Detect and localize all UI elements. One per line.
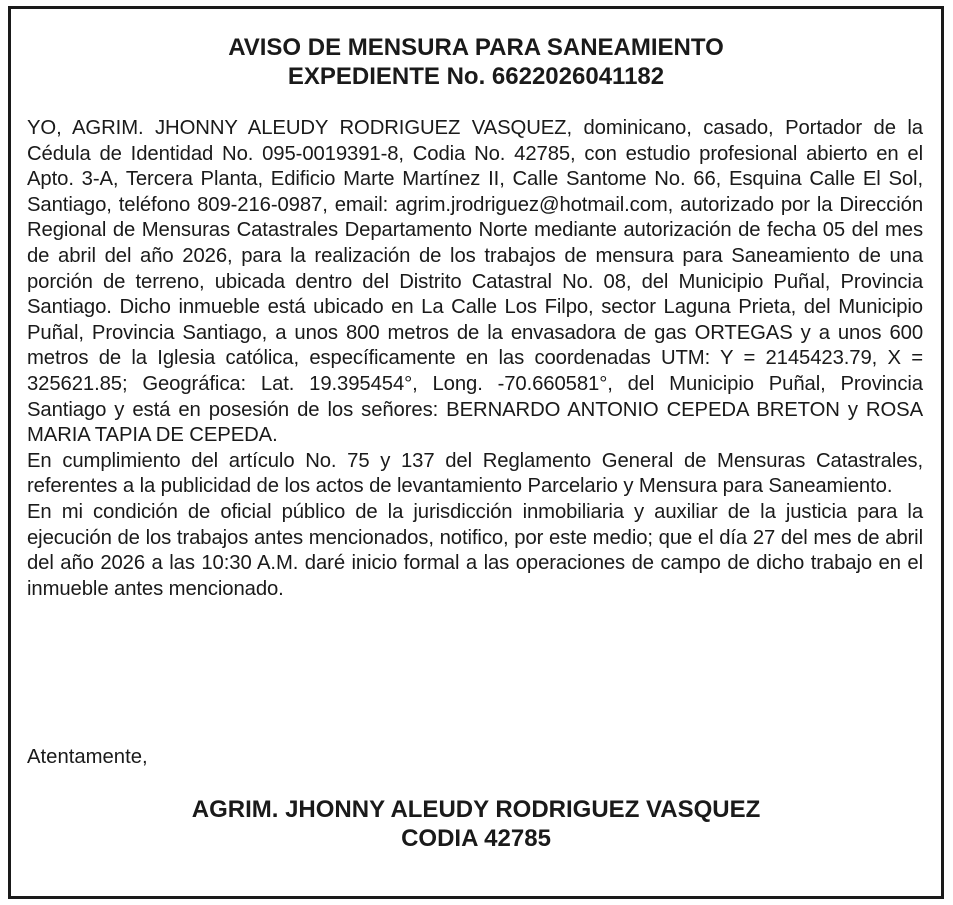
- notice-header: [11, 33, 941, 91]
- expediente-number: EXPEDIENTE No. 6622026041182: [287, 63, 665, 90]
- paragraph-notification: En mi condición de oficial público de la jurisdicción inmobiliaria y auxiliar de la justicia para la ejecución de los trabajos antes mencionados, notifico, por este medio; que el día 27 del mes de abril del año 2026 a las 10:30 A.M. daré inicio formal a las operaciones de campo de dicho trabajo en el inmueble antes mencionado.: [27, 500, 923, 600]
- notice-frame: [8, 6, 944, 899]
- paragraph-declaration: YO, AGRIM. JHONNY ALEUDY RODRIGUEZ VASQUEZ, dominicano, casado, Portador de la Cédula de Identidad No. 095-0019391-8, Codia No. 42785, con estudio profesional abierto en el Apto. 3-A, Tercera Planta, Edificio Marte Martínez II, Calle Santome No. 66, Esquina Calle El Sol, Santiago, teléfono 809-216-0987, email: agrim.jrodriguez@hotmail.com, autorizado por la Dirección Regional de Mensuras Catastrales Departamento Norte mediante autorización de fecha 05 del mes de abril del año 2026, para la realización de los trabajos de mensura para Saneamiento de una porción de terreno, ubicada dentro del Distrito Catastral No. 08, del Municipio Puñal, Provincia Santiago. Dicho inmueble está ubicado en La Calle Los Filpo, sector Laguna Prieta, del Municipio Puñal, Provincia Santiago, a unos 800 metros de la envasadora de gas ORTEGAS y a unos 600 metros de la Iglesia católica, específicamente en las coordenadas UTM: Y = 2145423.79, X = 325621.85; Geográfica: Lat. 19.395454°, Long. -70.660581°, del Municipio Puñal, Provincia Santiago y está en posesión de los señores: BERNARDO ANTONIO CEPEDA BRETON y ROSA MARIA TAPIA DE CEPEDA.: [27, 117, 923, 447]
- signer-codia: CODIA 42785: [401, 825, 551, 852]
- paragraph-legal-basis: En cumplimiento del artículo No. 75 y 137 del Reglamento General de Mensuras Catastrales, referentes a la publicidad de los actos de levantamiento Parcelario y Mensura para Saneamiento.: [27, 449, 923, 498]
- notice-title: AVISO DE MENSURA PARA SANEAMIENTO: [228, 34, 724, 61]
- signature-block: [11, 795, 941, 853]
- signer-name: AGRIM. JHONNY ALEUDY RODRIGUEZ VASQUEZ: [191, 796, 761, 823]
- notice-body: [27, 116, 923, 602]
- closing-salutation: Atentamente,: [27, 746, 148, 768]
